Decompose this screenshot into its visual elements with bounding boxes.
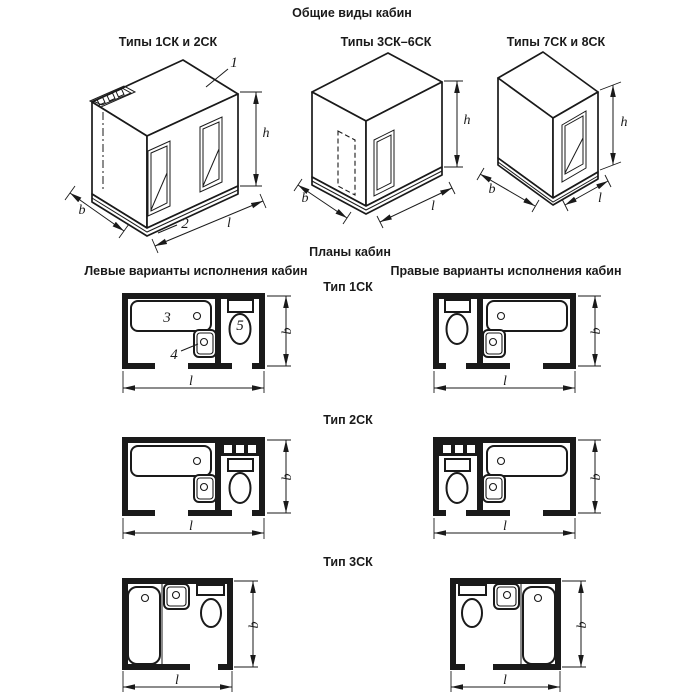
wall-bottom-seg xyxy=(122,510,155,516)
bathtub xyxy=(131,446,211,476)
iso-view-types-7-8 xyxy=(477,52,628,212)
plan-row-2ck xyxy=(122,413,604,539)
wall-bottom-seg xyxy=(466,510,510,516)
toilet xyxy=(228,459,253,503)
toilet xyxy=(459,585,486,627)
wall-bottom-seg xyxy=(188,363,232,369)
plans-title: Планы кабин xyxy=(309,245,391,259)
left-variants-header: Левые варианты исполнения кабин xyxy=(84,264,308,278)
cistern xyxy=(445,459,470,471)
washbasin xyxy=(164,584,189,609)
wall-left xyxy=(122,437,128,516)
dim-l-label: l xyxy=(503,519,507,534)
cistern xyxy=(445,300,470,312)
dim-b-label: b xyxy=(247,621,262,629)
dim-l-label: l xyxy=(175,673,179,688)
callout-4-washbasin: 4 xyxy=(170,347,178,363)
wall-bottom-seg xyxy=(466,363,510,369)
dim-h-label: h xyxy=(620,115,628,130)
wall-right xyxy=(259,293,265,369)
cistern xyxy=(228,300,253,312)
type-1ck-label: Тип 1СК xyxy=(323,280,373,294)
plan-1ck-right xyxy=(433,293,604,393)
callout-5-toilet: 5 xyxy=(236,318,244,334)
callout-2-base: 2 xyxy=(181,216,189,232)
dim-b-label: b xyxy=(78,203,86,218)
bowl xyxy=(230,473,251,503)
wall-left xyxy=(433,437,439,516)
washbasin xyxy=(494,584,519,609)
dim-l-label: l xyxy=(598,191,602,206)
wall-right xyxy=(227,578,233,670)
washbasin xyxy=(194,475,216,502)
plan-1ck-left xyxy=(122,293,295,393)
plan-row-3ck xyxy=(122,555,590,692)
dim-b-label: b xyxy=(575,621,590,629)
cistern xyxy=(228,459,253,471)
callout-1-roof: 1 xyxy=(230,55,238,71)
wall-left xyxy=(450,578,456,670)
dim-b-label: b xyxy=(589,327,604,335)
wall-bottom-seg xyxy=(543,363,576,369)
type-2ck-label: Тип 2СК xyxy=(323,413,373,427)
callout-3-bathtub: 3 xyxy=(163,310,171,326)
dim-l-label: l xyxy=(503,673,507,688)
plan-row-1ck xyxy=(122,280,604,393)
iso-view-types-1-2 xyxy=(65,55,270,253)
wall-top xyxy=(433,293,576,299)
iso-label-types-3-6: Типы 3СК–6СК xyxy=(340,35,432,49)
wall-left xyxy=(433,293,439,369)
wall-top xyxy=(122,437,265,443)
cistern xyxy=(197,585,224,595)
dim-l-label: l xyxy=(431,199,435,214)
wall-bottom-seg xyxy=(252,363,265,369)
bowl xyxy=(447,314,468,344)
wall-bottom-seg xyxy=(543,510,576,516)
dim-b-label: b xyxy=(280,473,295,481)
dim-h-label: h xyxy=(463,113,471,128)
wall-right xyxy=(570,437,576,516)
plan-2ck-left xyxy=(122,437,295,539)
wall-bottom-seg xyxy=(122,363,155,369)
wall-bottom-seg xyxy=(218,664,233,670)
dim-b-label: b xyxy=(280,327,295,335)
type-3ck-label: Тип 3СК xyxy=(323,555,373,569)
iso-label-types-7-8: Типы 7СК и 8СК xyxy=(506,35,606,49)
toilet xyxy=(197,585,224,627)
bowl xyxy=(447,473,468,503)
vent-block xyxy=(439,443,477,456)
washbasin xyxy=(194,330,216,357)
wall-bottom-seg xyxy=(188,510,232,516)
right-variants-header: Правые варианты исполнения кабин xyxy=(390,264,622,278)
plan-3ck-right xyxy=(450,578,590,692)
section-plans xyxy=(84,245,621,692)
wall-bottom-seg xyxy=(433,363,446,369)
bathtub xyxy=(523,587,555,664)
general-views-title: Общие виды кабин xyxy=(292,6,412,20)
bathtub xyxy=(487,446,567,476)
bowl xyxy=(462,599,482,627)
wall-top xyxy=(433,437,576,443)
bowl xyxy=(201,599,221,627)
section-general-views xyxy=(65,6,628,253)
vent-block xyxy=(221,443,259,456)
plan-2ck-right xyxy=(433,437,604,539)
wall-right xyxy=(570,293,576,369)
iso-view-types-3-6 xyxy=(294,53,471,228)
bathtub xyxy=(487,301,567,331)
bathtub xyxy=(128,587,160,664)
toilet xyxy=(445,459,470,503)
wall-top xyxy=(122,293,265,299)
plan-3ck-left xyxy=(122,578,262,692)
dim-b-label: b xyxy=(589,473,604,481)
washbasin xyxy=(483,475,505,502)
iso-label-types-1-2: Типы 1СК и 2СК xyxy=(118,35,218,49)
wall-left xyxy=(122,293,128,369)
wall-bottom-seg xyxy=(252,510,265,516)
dim-l-label: l xyxy=(227,216,231,231)
wall-bottom-seg xyxy=(450,664,465,670)
wall-right xyxy=(259,437,265,516)
dim-b-label: b xyxy=(301,191,309,206)
washbasin xyxy=(483,330,505,357)
toilet xyxy=(445,300,470,344)
dim-b-label: b xyxy=(488,182,496,197)
dim-l-label: l xyxy=(189,519,193,534)
bathtub xyxy=(131,301,211,331)
dim-h-label: h xyxy=(262,126,270,141)
cistern xyxy=(459,585,486,595)
wall-bottom-seg xyxy=(122,664,190,670)
wall-bottom-seg xyxy=(493,664,561,670)
dim-l-label: l xyxy=(189,374,193,389)
wall-bottom-seg xyxy=(433,510,446,516)
dim-l-label: l xyxy=(503,374,507,389)
